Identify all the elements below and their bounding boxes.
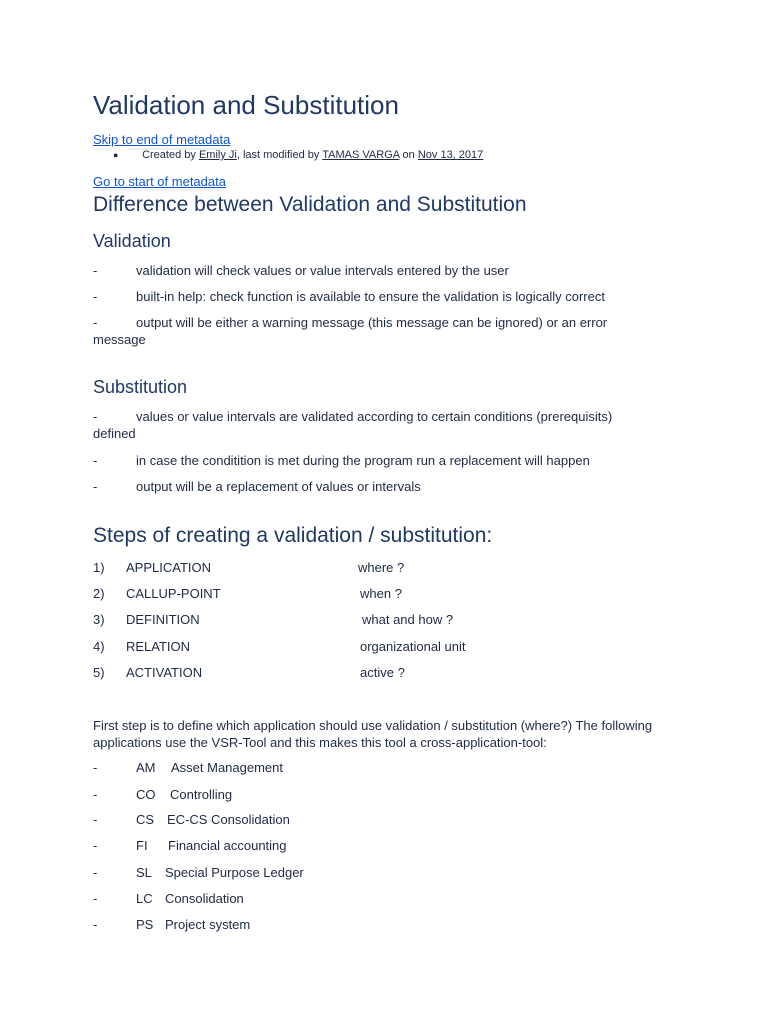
application-name: Special Purpose Ledger: [165, 865, 304, 880]
dash-marker: -: [93, 263, 98, 278]
date-link[interactable]: Nov 13, 2017: [417, 149, 484, 161]
list-item-text: output will be either a warning message (this message can be ignored) or an error message: [93, 315, 608, 347]
list-item: [93, 314, 653, 348]
step-number: 1): [93, 560, 105, 575]
step-name: ACTIVATION: [126, 665, 203, 680]
step-number: 5): [93, 665, 105, 680]
list-item: [93, 288, 653, 305]
modifier-link[interactable]: TAMAS VARGA: [322, 149, 400, 161]
application-code: FI: [136, 838, 148, 853]
application-code: SL: [136, 865, 152, 880]
step-number: 3): [93, 612, 105, 627]
first-step-paragraph: First step is to define which application should use validation / substitution (where?) The following applications use the VSR-Tool and this makes this tool a cross-application-tool:: [93, 718, 653, 750]
steps-heading: Steps of creating a validation / substitution:: [93, 524, 493, 547]
dash-marker: -: [93, 409, 98, 424]
page-metadata: [113, 149, 483, 161]
go-to-start-link[interactable]: Go to start of metadata: [93, 174, 226, 189]
list-item: [93, 262, 653, 279]
step-question: organizational unit: [360, 639, 466, 654]
dash-marker: -: [93, 838, 98, 853]
list-item-text: output will be a replacement of values or intervals: [136, 479, 421, 494]
list-item: [93, 478, 653, 495]
step-name: CALLUP-POINT: [126, 586, 221, 601]
list-item-text: values or value intervals are validated according to certain conditions (prerequisits) defined: [93, 409, 613, 441]
creator-link[interactable]: Emily Ji: [198, 149, 237, 161]
step-question: when ?: [360, 586, 402, 601]
application-name: Project system: [165, 917, 251, 932]
dash-marker: -: [93, 289, 98, 304]
list-item: [93, 408, 653, 442]
application-code: LC: [136, 891, 153, 906]
substitution-heading: Substitution: [93, 377, 188, 397]
application-name: Consolidation: [165, 891, 244, 906]
on-label: on: [402, 149, 415, 161]
modified-by-label: , last modified by: [236, 149, 320, 161]
step-question: active ?: [360, 665, 405, 680]
step-question: where ?: [358, 560, 405, 575]
dash-marker: -: [93, 865, 98, 880]
application-name: Controlling: [170, 787, 233, 802]
skip-to-end-link[interactable]: Skip to end of metadata: [93, 132, 231, 147]
difference-heading: Difference between Validation and Substitution: [93, 193, 527, 216]
application-code: CO: [136, 787, 156, 802]
step-question: what and how ?: [362, 612, 454, 627]
list-item-text: built-in help: check function is available to ensure the validation is logically correct: [136, 289, 605, 304]
application-code: PS: [136, 917, 154, 932]
dash-marker: -: [93, 479, 98, 494]
step-name: DEFINITION: [126, 612, 200, 627]
validation-heading: Validation: [93, 231, 171, 251]
application-name: Financial accounting: [168, 838, 287, 853]
dash-marker: -: [93, 315, 98, 330]
step-name: RELATION: [126, 639, 191, 654]
application-name: Asset Management: [171, 760, 284, 775]
application-code: CS: [136, 812, 155, 827]
list-item-text: validation will check values or value intervals entered by the user: [136, 263, 509, 278]
list-item: [93, 452, 653, 469]
application-name: EC-CS Consolidation: [167, 812, 290, 827]
page-title: Validation and Substitution: [93, 90, 399, 120]
dash-marker: -: [93, 917, 98, 932]
application-code: AM: [136, 760, 156, 775]
dash-marker: -: [93, 760, 98, 775]
dash-marker: -: [93, 812, 98, 827]
step-number: 4): [93, 639, 105, 654]
step-name: APPLICATION: [126, 560, 212, 575]
created-by-label: Created by: [142, 149, 196, 161]
bullet-icon: ●: [113, 150, 119, 160]
step-number: 2): [93, 586, 105, 601]
dash-marker: -: [93, 891, 98, 906]
dash-marker: -: [93, 787, 98, 802]
list-item-text: in case the conditition is met during the program run a replacement will happen: [136, 453, 590, 468]
dash-marker: -: [93, 453, 98, 468]
